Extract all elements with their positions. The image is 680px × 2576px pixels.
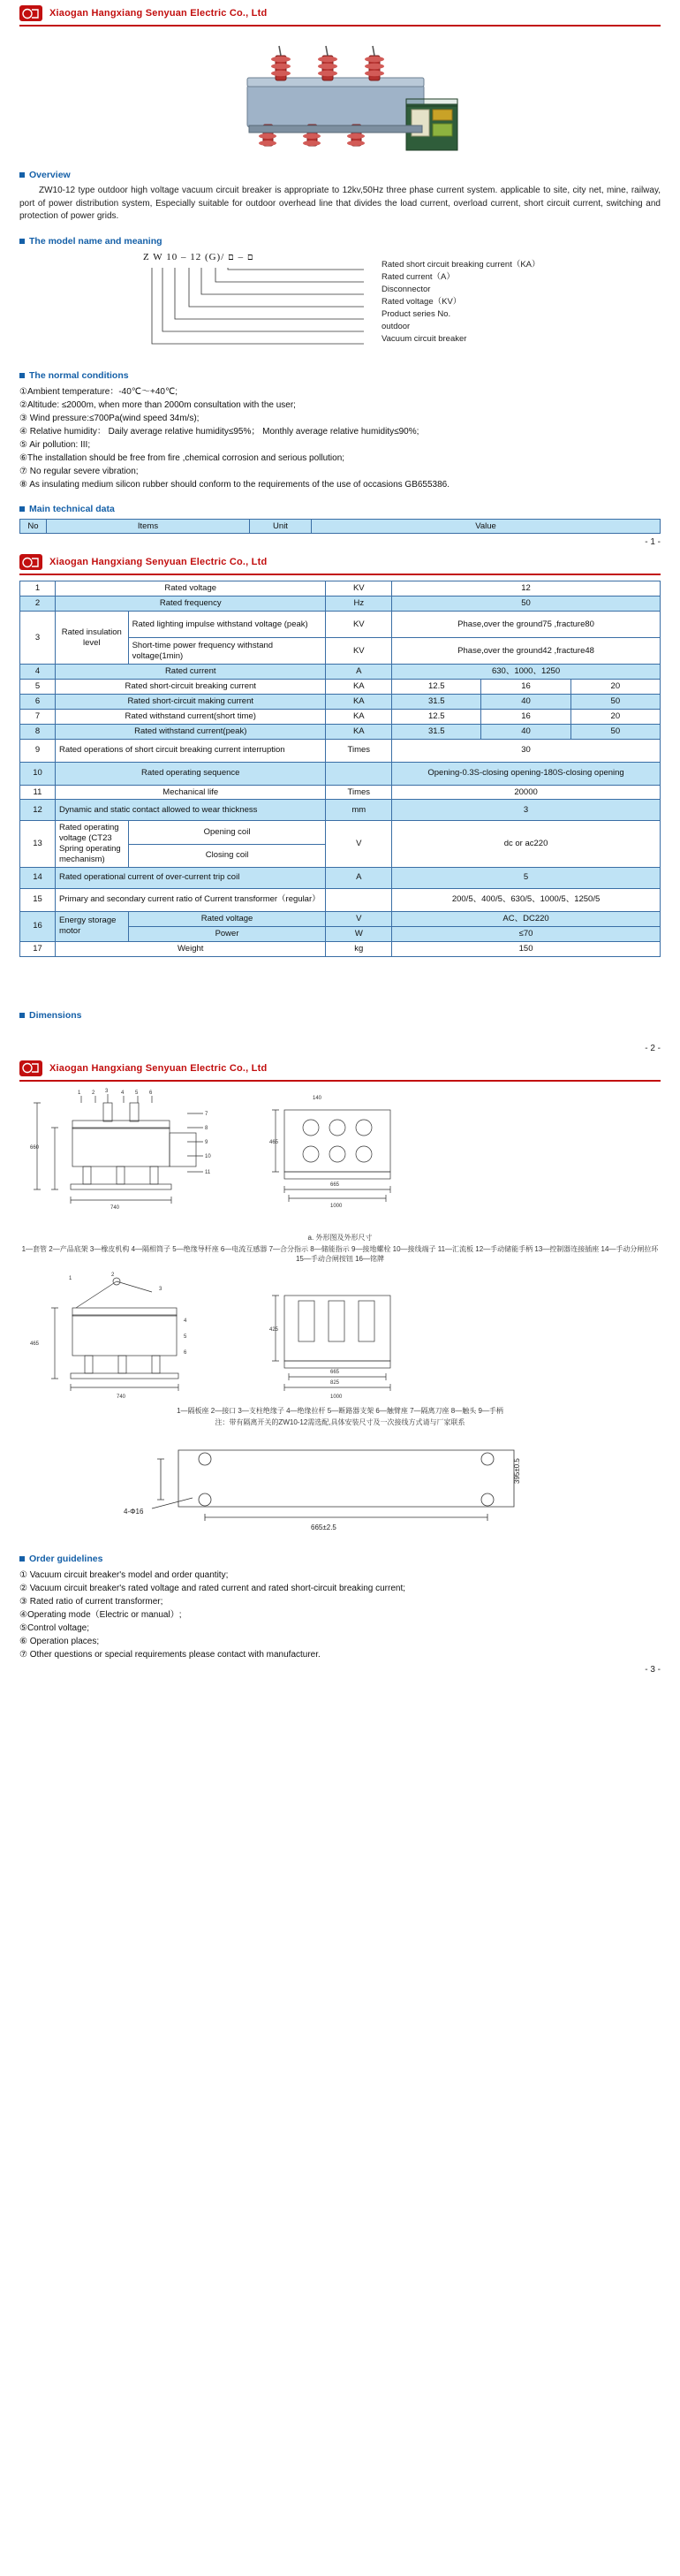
conditions-title: The normal conditions: [29, 369, 129, 381]
page-1: [0, 0, 680, 549]
order-item: ③ Rated ratio of current transformer;: [19, 1597, 163, 1607]
svg-text:425: 425: [269, 1327, 279, 1334]
model-title: The model name and meaning: [29, 235, 162, 247]
main-tech-title: Main technical data: [29, 503, 115, 514]
condition-item: ⑧ As insulating medium silicon rubber should conform to the requirements of the use of occasions GB655386.: [19, 479, 450, 490]
svg-text:5: 5: [184, 1334, 187, 1341]
dimension-drawing-3: [19, 1432, 661, 1541]
cell-no: 3: [20, 612, 56, 665]
svg-text:665: 665: [330, 1370, 340, 1376]
table-row: [20, 694, 661, 709]
cell-item: Rated voltage: [55, 581, 326, 597]
cell-item: Rated current: [55, 665, 326, 680]
cell-subitem: Power: [128, 926, 326, 941]
cell-unit: KA: [326, 709, 392, 724]
section-heading-dimensions: [19, 1010, 661, 1021]
cell-no: 10: [20, 762, 56, 785]
cell-value: 40: [481, 724, 570, 739]
cell-item: Rated operating sequence: [55, 762, 326, 785]
bullet-square-icon: [19, 506, 25, 512]
bullet-square-icon: [19, 373, 25, 378]
cell-value: 12.5: [392, 709, 481, 724]
th-no: No: [20, 519, 47, 534]
svg-text:465: 465: [30, 1341, 40, 1348]
cell-item: Rated insulation level: [55, 612, 128, 665]
cell-no: 8: [20, 724, 56, 739]
cell-value: 12.5: [392, 680, 481, 695]
cell-value: 20: [570, 709, 660, 724]
page-number: - 3 -: [645, 1665, 661, 1676]
table-row: [20, 680, 661, 695]
model-label: Product series No.: [382, 308, 451, 319]
product-photo: [194, 34, 486, 157]
page-header: [19, 1055, 661, 1082]
cell-unit: V: [326, 821, 392, 868]
page-number: - 2 -: [645, 1043, 661, 1053]
cell-item: Rated short-circuit breaking current: [55, 680, 326, 695]
svg-text:10: 10: [205, 1153, 211, 1159]
table-row: [20, 821, 661, 844]
order-item: ① Vacuum circuit breaker's model and order quantity;: [19, 1570, 229, 1581]
svg-text:8: 8: [205, 1125, 208, 1131]
bullet-square-icon: [19, 172, 25, 178]
condition-item: ③ Wind pressure:≤700Pa(wind speed 34m/s);: [19, 413, 200, 423]
company-name: Xiaogan Hangxiang Senyuan Electric Co., Ltd: [49, 1062, 268, 1074]
svg-text:4: 4: [184, 1318, 187, 1325]
dimension-drawing-1: [19, 1087, 661, 1231]
order-item: ② Vacuum circuit breaker's rated voltage and rated current and rated short-circuit breaking current;: [19, 1584, 406, 1594]
cell-item: Rated operating voltage (CT23 Spring operating mechanism): [55, 821, 128, 868]
svg-text:11: 11: [205, 1169, 211, 1175]
main-technical-data-table: [19, 581, 661, 956]
cell-value: 50: [570, 724, 660, 739]
section-heading-main-tech: [19, 504, 661, 514]
svg-text:1000: 1000: [330, 1203, 343, 1209]
svg-text:665: 665: [330, 1182, 340, 1188]
table-row: [20, 785, 661, 800]
cell-no: 16: [20, 911, 56, 941]
table-row: [20, 612, 661, 638]
cell-value: Phase,over the ground42 ,fracture48: [392, 638, 661, 665]
cell-no: 11: [20, 785, 56, 800]
cell-value: 3: [392, 800, 661, 821]
cell-unit: [326, 762, 392, 785]
cell-no: 4: [20, 665, 56, 680]
cell-unit: A: [326, 665, 392, 680]
svg-text:1: 1: [69, 1276, 72, 1282]
svg-text:740: 740: [117, 1394, 126, 1401]
cell-unit: Hz: [326, 597, 392, 612]
order-guidelines-list: [19, 1569, 661, 1661]
table-row: [20, 888, 661, 911]
cell-item: Rated withstand current(peak): [55, 724, 326, 739]
page-header: [19, 549, 661, 575]
company-logo-icon: [19, 1060, 42, 1076]
svg-text:1: 1: [78, 1090, 81, 1096]
cell-value: 20000: [392, 785, 661, 800]
cell-unit: KA: [326, 694, 392, 709]
order-title: Order guidelines: [29, 1554, 103, 1565]
cell-value: 50: [570, 694, 660, 709]
model-label: Rated voltage（KV）: [382, 296, 462, 307]
page-2: [0, 549, 680, 1054]
cell-value: dc or ac220: [392, 821, 661, 868]
cell-no: 9: [20, 739, 56, 762]
cell-no: 13: [20, 821, 56, 868]
table-row: [20, 867, 661, 888]
th-unit: Unit: [250, 519, 312, 534]
order-item: ⑤Control voltage;: [19, 1623, 90, 1634]
table-row: [20, 739, 661, 762]
bullet-square-icon: [19, 1556, 25, 1562]
conditions-list: [19, 385, 661, 491]
condition-item: ⑥The installation should be free from fire ,chemical corrosion and serious pollution;: [19, 452, 345, 463]
svg-text:1000: 1000: [330, 1394, 343, 1401]
section-heading-overview: [19, 170, 661, 180]
model-label: Rated current（A）: [382, 271, 455, 282]
width-label: 665±2.5: [311, 1524, 336, 1532]
cell-no: 1: [20, 581, 56, 597]
cell-subitem: Rated voltage: [128, 911, 326, 926]
svg-text:9: 9: [205, 1139, 208, 1145]
condition-item: ②Altitude: ≤2000m, when more than 2000m consultation with the user;: [19, 399, 296, 410]
cell-value: 31.5: [392, 694, 481, 709]
section-heading-order: [19, 1554, 661, 1564]
cell-item: Dynamic and static contact allowed to wear thickness: [55, 800, 326, 821]
cell-no: 14: [20, 867, 56, 888]
table-row: [20, 724, 661, 739]
company-logo-icon: [19, 5, 42, 21]
svg-text:825: 825: [330, 1380, 340, 1387]
cell-value: 16: [481, 680, 570, 695]
bullet-square-icon: [19, 239, 25, 244]
cell-value: 630、1000、1250: [392, 665, 661, 680]
dimensions-title: Dimensions: [29, 1009, 82, 1021]
model-label: Rated short circuit breaking current（KA）: [382, 259, 540, 270]
condition-item: ④ Relative humidity： Daily average relative humidity≤95%； Monthly average relative humidity≤90%;: [19, 426, 419, 437]
drawing-legend-1: 1—套管 2—产品底架 3—橡皮机构 4—隔相筒子 5—绝缘导杆座 6—电流互感器 7—合分指示 8—储能指示 9—接地螺栓 10—接线端子 11—汇流板 12—手动储能手柄 13—控制器连接插座 14—手动分闸拉环 15—手动合闸按钮 16—铭牌: [21, 1244, 659, 1263]
condition-item: ⑦ No regular severe vibration;: [19, 466, 139, 476]
cell-unit: KV: [326, 638, 392, 665]
drawing-caption-1: a. 外形图及外形尺寸: [307, 1233, 373, 1242]
svg-text:6: 6: [149, 1090, 153, 1096]
cell-item: Rated frequency: [55, 597, 326, 612]
svg-text:140: 140: [313, 1095, 322, 1101]
cell-unit: kg: [326, 941, 392, 956]
svg-text:3: 3: [159, 1287, 162, 1293]
drawing-note: 注：带有隔离开关的ZW10-12需选配,具体安装尺寸及一次接线方式请与厂家联系: [215, 1418, 465, 1427]
bullet-square-icon: [19, 1013, 25, 1018]
order-item: ⑦ Other questions or special requirements please contact with manufacturer.: [19, 1650, 321, 1660]
svg-text:3: 3: [105, 1088, 109, 1094]
height-label: 395±0.5: [513, 1458, 521, 1485]
cell-no: 5: [20, 680, 56, 695]
cell-value: 50: [392, 597, 661, 612]
cell-value: 30: [392, 739, 661, 762]
cell-value: 20: [570, 680, 660, 695]
page-header: [19, 0, 661, 27]
cell-no: 12: [20, 800, 56, 821]
overview-title: Overview: [29, 170, 71, 180]
cell-unit: [326, 888, 392, 911]
cell-value: 12: [392, 581, 661, 597]
cell-unit: Times: [326, 739, 392, 762]
cell-no: 15: [20, 888, 56, 911]
cell-item: Rated operational current of over-current trip coil: [55, 867, 326, 888]
table-row: [20, 597, 661, 612]
condition-item: ⑤ Air pollution: III;: [19, 439, 91, 450]
svg-text:4: 4: [121, 1090, 125, 1096]
svg-text:2: 2: [92, 1090, 95, 1096]
cell-value: Phase,over the ground75 ,fracture80: [392, 612, 661, 638]
condition-item: ①Ambient temperature：-40℃～+40℃;: [19, 386, 178, 397]
company-name: Xiaogan Hangxiang Senyuan Electric Co., Ltd: [49, 8, 268, 19]
cell-subitem: Closing coil: [128, 844, 326, 867]
cell-unit: KV: [326, 612, 392, 638]
cell-value: 150: [392, 941, 661, 956]
cell-unit: V: [326, 911, 392, 926]
cell-item: Mechanical life: [55, 785, 326, 800]
cell-subitem: Short-time power frequency withstand voltage(1min): [128, 638, 326, 665]
th-value: Value: [312, 519, 661, 534]
th-items: Items: [47, 519, 250, 534]
table-row: [20, 519, 661, 534]
cell-unit: mm: [326, 800, 392, 821]
table-row: [20, 581, 661, 597]
svg-text:740: 740: [110, 1204, 120, 1211]
cell-value: ≤70: [392, 926, 661, 941]
table-row: [20, 762, 661, 785]
company-logo-icon: [19, 554, 42, 570]
table-row: [20, 709, 661, 724]
svg-text:465: 465: [269, 1139, 279, 1145]
section-heading-conditions: [19, 370, 661, 381]
page-3: [0, 1055, 680, 1677]
drawing-legend-2: 1—隔板座 2—接口 3—支柱绝缘子 4—绝缘拉杆 5—断路器支架 6—触臂座 7—隔离刀座 8—触头 9—手柄: [177, 1407, 503, 1416]
cell-value: 200/5、400/5、630/5、1000/5、1250/5: [392, 888, 661, 911]
svg-text:2: 2: [111, 1273, 115, 1279]
model-leader-lines: [19, 252, 661, 358]
hole-label: 4-Φ16: [124, 1508, 144, 1516]
cell-unit: A: [326, 867, 392, 888]
svg-text:7: 7: [205, 1111, 208, 1117]
cell-value: 40: [481, 694, 570, 709]
main-tech-header-table: [19, 519, 661, 535]
cell-item: Weight: [55, 941, 326, 956]
dimension-drawing-2: [19, 1269, 661, 1404]
cell-item: Rated withstand current(short time): [55, 709, 326, 724]
company-name: Xiaogan Hangxiang Senyuan Electric Co., Ltd: [49, 557, 268, 568]
model-label: outdoor: [382, 321, 411, 331]
cell-value: 31.5: [392, 724, 481, 739]
order-item: ⑥ Operation places;: [19, 1637, 100, 1647]
table-row: [20, 665, 661, 680]
cell-no: 2: [20, 597, 56, 612]
section-heading-model: [19, 236, 661, 247]
svg-text:5: 5: [135, 1090, 139, 1096]
cell-unit: KA: [326, 724, 392, 739]
model-label: Disconnector: [382, 284, 431, 294]
table-row: [20, 911, 661, 926]
cell-subitem: Rated lighting impulse withstand voltage (peak): [128, 612, 326, 638]
cell-no: 7: [20, 709, 56, 724]
cell-unit: Times: [326, 785, 392, 800]
cell-item: Rated operations of short circuit breaking current interruption: [55, 739, 326, 762]
cell-unit: KA: [326, 680, 392, 695]
page-number: - 1 -: [645, 537, 661, 548]
cell-no: 17: [20, 941, 56, 956]
cell-value: 16: [481, 709, 570, 724]
svg-text:6: 6: [184, 1350, 187, 1356]
overview-text: ZW10-12 type outdoor high voltage vacuum circuit breaker is appropriate to 12kv,50Hz three phase current system. applicable to site, city net, mine, railway, port of power distribution system, Especially suitable for outdoor overhead line that divides the load current, overload current, short circuit current, switching and protection of power grids.: [19, 186, 661, 221]
model-code: Z W 10 – 12 (G)/ ם – ם: [143, 251, 254, 262]
cell-value: 5: [392, 867, 661, 888]
table-row: [20, 800, 661, 821]
order-item: ④Operating mode（Electric or manual）;: [19, 1610, 182, 1621]
cell-unit: KV: [326, 581, 392, 597]
cell-unit: W: [326, 926, 392, 941]
model-label: Vacuum circuit breaker: [382, 333, 467, 344]
cell-value: Opening-0.3S-closing opening-180S-closing opening: [392, 762, 661, 785]
model-label-list: [382, 259, 540, 346]
cell-item: Primary and secondary current ratio of Current transformer（regular）: [55, 888, 326, 911]
cell-item: Rated short-circuit making current: [55, 694, 326, 709]
cell-value: AC、DC220: [392, 911, 661, 926]
cell-item: Energy storage motor: [55, 911, 128, 941]
table-row: [20, 941, 661, 956]
cell-no: 6: [20, 694, 56, 709]
svg-text:660: 660: [30, 1144, 40, 1151]
model-diagram: [19, 252, 661, 358]
cell-subitem: Opening coil: [128, 821, 326, 844]
